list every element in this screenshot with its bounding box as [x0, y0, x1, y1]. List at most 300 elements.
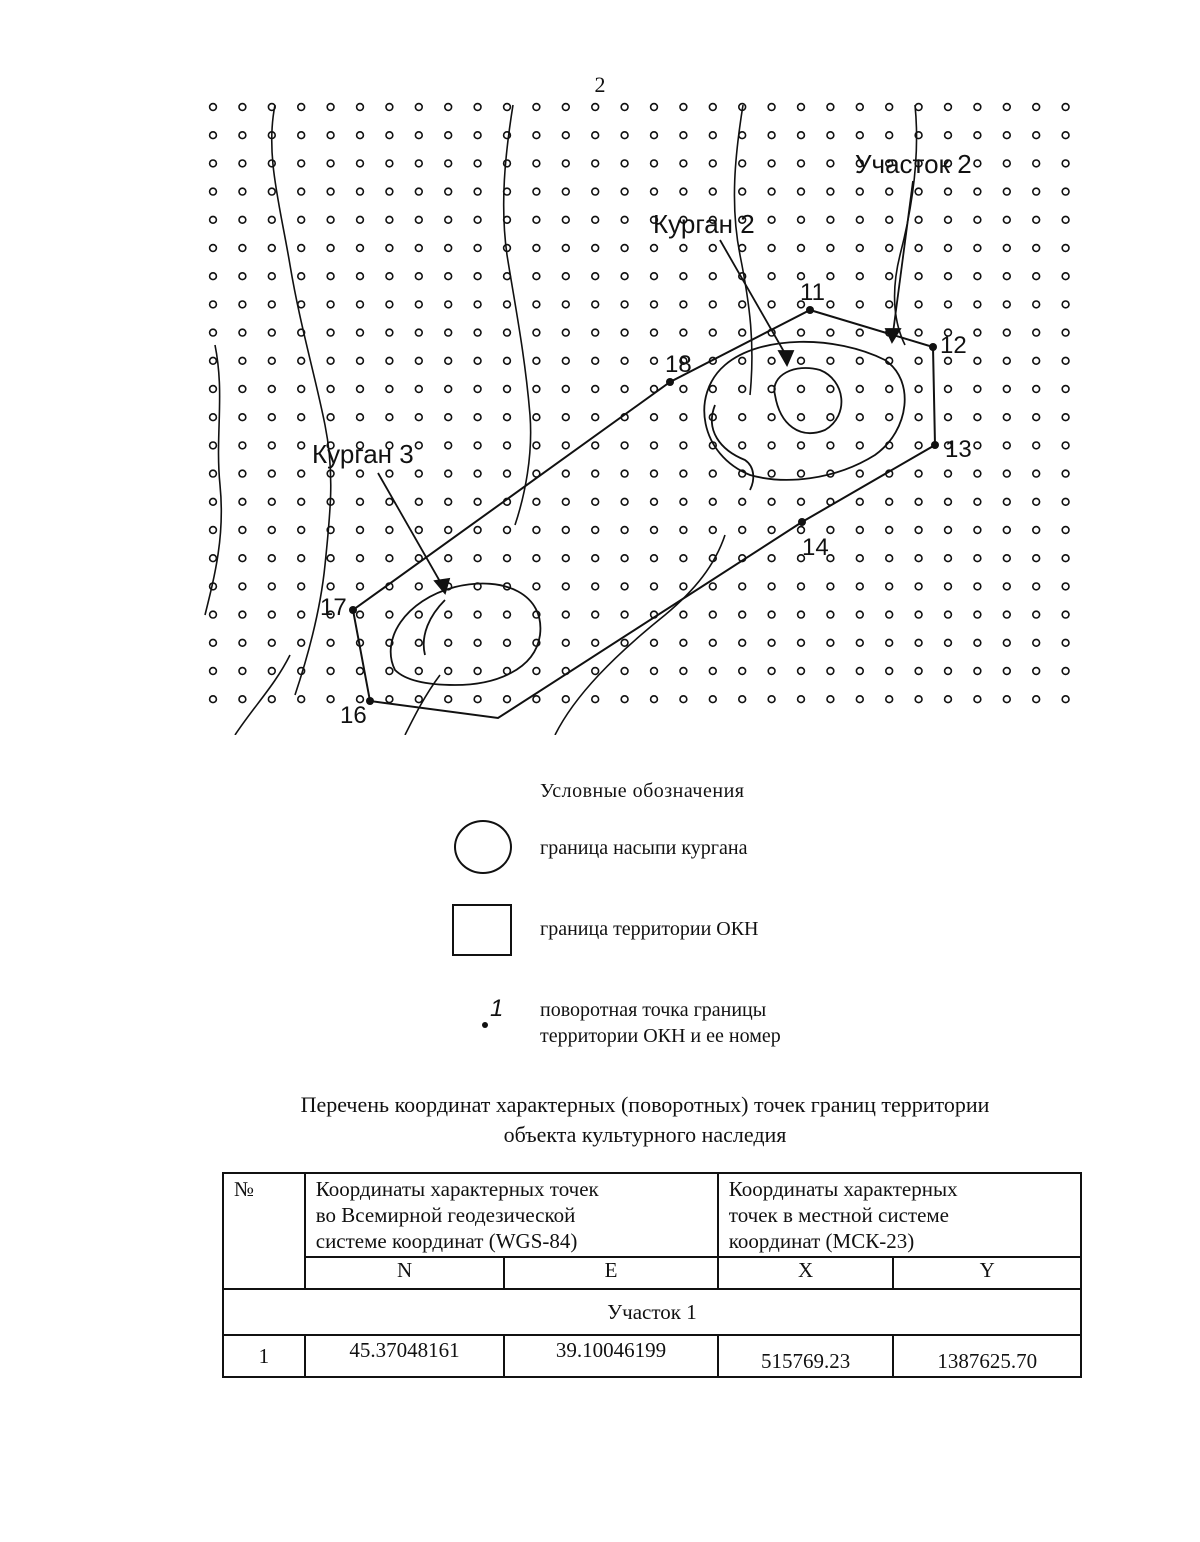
- grid-dot: [239, 160, 246, 167]
- grid-dot: [974, 442, 981, 449]
- subheader-y: Y: [893, 1257, 1081, 1289]
- grid-dot: [621, 329, 628, 336]
- grid-dot: [415, 104, 422, 111]
- point-label-12: 12: [940, 332, 967, 359]
- grid-dot: [915, 696, 922, 703]
- grid-dot: [1033, 555, 1040, 562]
- grid-dot: [856, 555, 863, 562]
- grid-dot: [357, 611, 364, 618]
- grid-dot: [798, 132, 805, 139]
- grid-dot: [739, 639, 746, 646]
- grid-dot: [768, 104, 775, 111]
- grid-dot: [386, 611, 393, 618]
- grid-dot: [533, 132, 540, 139]
- grid-dot: [651, 555, 658, 562]
- grid-dot: [915, 639, 922, 646]
- grid-dot: [886, 216, 893, 223]
- row-n: 45.37048161: [305, 1335, 505, 1377]
- grid-dot: [739, 696, 746, 703]
- grid-dot: [562, 555, 569, 562]
- grid-dot: [445, 188, 452, 195]
- grid-dot: [798, 160, 805, 167]
- grid-dot: [739, 414, 746, 421]
- grid-dot: [680, 301, 687, 308]
- grid-dot: [1033, 329, 1040, 336]
- grid-dot: [268, 470, 275, 477]
- grid-dot: [915, 470, 922, 477]
- grid-dot: [768, 527, 775, 534]
- grid-dot: [386, 414, 393, 421]
- grid-dot: [239, 611, 246, 618]
- grid-dot: [415, 583, 422, 590]
- grid-dot: [357, 414, 364, 421]
- grid-dot: [680, 611, 687, 618]
- grid-dot: [239, 132, 246, 139]
- grid-dot: [298, 583, 305, 590]
- grid-dot: [533, 301, 540, 308]
- grid-dot: [327, 414, 334, 421]
- grid-dot: [268, 245, 275, 252]
- grid-dot: [709, 188, 716, 195]
- grid-dot: [651, 639, 658, 646]
- grid-dot: [856, 611, 863, 618]
- grid-dot: [739, 357, 746, 364]
- grid-dot: [680, 245, 687, 252]
- grid-dot: [239, 414, 246, 421]
- mound-kurgan-3: [391, 584, 541, 685]
- grid-dot: [1033, 442, 1040, 449]
- grid-dot: [357, 301, 364, 308]
- grid-dot: [592, 216, 599, 223]
- coordinates-table: [222, 1172, 1082, 1378]
- grid-dot: [415, 668, 422, 675]
- grid-dot: [445, 442, 452, 449]
- grid-dot: [798, 414, 805, 421]
- grid-dot: [474, 527, 481, 534]
- grid-dot: [1003, 668, 1010, 675]
- grid-dot: [1062, 527, 1069, 534]
- grid-dot: [651, 245, 658, 252]
- grid-dot: [974, 583, 981, 590]
- grid-dot: [504, 527, 511, 534]
- point-14: [798, 518, 806, 526]
- grid-dot: [945, 583, 952, 590]
- grid-dot: [210, 639, 217, 646]
- grid-dot: [239, 245, 246, 252]
- grid-dot: [268, 442, 275, 449]
- grid-dot: [474, 132, 481, 139]
- grid-dot: [327, 639, 334, 646]
- grid-dot: [1003, 583, 1010, 590]
- grid-dot: [827, 696, 834, 703]
- grid-dot: [886, 414, 893, 421]
- grid-dot: [1062, 188, 1069, 195]
- grid-dot: [827, 273, 834, 280]
- grid-dot: [856, 301, 863, 308]
- grid-dot: [327, 132, 334, 139]
- row-num: 1: [223, 1335, 305, 1377]
- grid-dot: [945, 527, 952, 534]
- grid-dot: [709, 104, 716, 111]
- grid-dot: [562, 216, 569, 223]
- grid-dot: [592, 696, 599, 703]
- contour-lines: [205, 105, 917, 735]
- grid-dot: [592, 583, 599, 590]
- grid-dot: [1003, 639, 1010, 646]
- grid-dot: [327, 188, 334, 195]
- grid-dot: [592, 329, 599, 336]
- grid-dot: [415, 273, 422, 280]
- grid-dot: [592, 639, 599, 646]
- grid-dot: [298, 555, 305, 562]
- grid-dot: [768, 611, 775, 618]
- grid-dot: [415, 527, 422, 534]
- row-y: 1387625.70: [893, 1335, 1081, 1377]
- grid-dot: [680, 188, 687, 195]
- grid-dot: [945, 132, 952, 139]
- grid-dot: [357, 668, 364, 675]
- grid-dot: [768, 160, 775, 167]
- point-label-17: 17: [320, 594, 347, 621]
- grid-dot: [445, 301, 452, 308]
- grid-dot: [974, 160, 981, 167]
- grid-dot: [915, 414, 922, 421]
- grid-dot: [210, 301, 217, 308]
- grid-dot: [974, 527, 981, 534]
- grid-dot: [1062, 357, 1069, 364]
- grid-dot: [945, 216, 952, 223]
- grid-dot: [1003, 442, 1010, 449]
- grid-dot: [651, 329, 658, 336]
- grid-dot: [651, 104, 658, 111]
- grid-dot: [239, 498, 246, 505]
- grid-dot: [445, 273, 452, 280]
- grid-dot: [886, 104, 893, 111]
- grid-dot: [298, 498, 305, 505]
- grid-dot: [533, 104, 540, 111]
- grid-dot: [680, 160, 687, 167]
- grid-dot: [327, 329, 334, 336]
- grid-dot: [327, 301, 334, 308]
- grid-dot: [768, 498, 775, 505]
- grid-dot: [915, 216, 922, 223]
- grid-dot: [504, 104, 511, 111]
- grid-dot: [1033, 245, 1040, 252]
- grid-dot: [533, 414, 540, 421]
- grid-dot: [386, 357, 393, 364]
- grid-dot: [709, 245, 716, 252]
- grid-dot: [445, 414, 452, 421]
- grid-dot: [327, 668, 334, 675]
- grid-dot: [562, 611, 569, 618]
- grid-dot: [1062, 104, 1069, 111]
- grid-dot: [709, 273, 716, 280]
- grid-dot: [474, 245, 481, 252]
- grid-dot: [768, 696, 775, 703]
- grid-dot: [709, 498, 716, 505]
- grid-dot: [1062, 611, 1069, 618]
- table-header-row: [223, 1173, 1081, 1257]
- grid-dot: [1003, 470, 1010, 477]
- grid-dot: [268, 668, 275, 675]
- grid-dot: [768, 470, 775, 477]
- grid-dot: [1033, 583, 1040, 590]
- grid-dot: [386, 470, 393, 477]
- grid-dot: [210, 357, 217, 364]
- grid-dot: [298, 357, 305, 364]
- grid-dot: [592, 668, 599, 675]
- grid-dot: [562, 160, 569, 167]
- grid-dot: [827, 188, 834, 195]
- grid-dot: [592, 555, 599, 562]
- grid-dot: [798, 611, 805, 618]
- grid-dot: [415, 132, 422, 139]
- grid-dot: [621, 188, 628, 195]
- grid-dot: [533, 357, 540, 364]
- grid-dot: [445, 357, 452, 364]
- grid-dot: [327, 386, 334, 393]
- grid-dot: [298, 414, 305, 421]
- grid-dot: [298, 188, 305, 195]
- grid-dot: [621, 216, 628, 223]
- grid-dot: [945, 301, 952, 308]
- grid-dot: [210, 329, 217, 336]
- grid-dot: [886, 583, 893, 590]
- grid-dot: [651, 357, 658, 364]
- grid-dot: [827, 160, 834, 167]
- grid-dot: [445, 216, 452, 223]
- point-label-11: 11: [800, 279, 825, 306]
- grid-dot: [386, 160, 393, 167]
- grid-dot: [504, 639, 511, 646]
- grid-dot: [298, 245, 305, 252]
- grid-dot: [210, 414, 217, 421]
- grid-dot: [474, 188, 481, 195]
- grid-dot: [210, 273, 217, 280]
- grid-dot: [357, 583, 364, 590]
- grid-dot: [1062, 696, 1069, 703]
- grid-dot: [210, 104, 217, 111]
- grid-dot: [974, 498, 981, 505]
- grid-dot: [1033, 104, 1040, 111]
- grid-dot: [856, 245, 863, 252]
- grid-dot: [562, 639, 569, 646]
- grid-dot: [974, 329, 981, 336]
- grid-dot: [680, 470, 687, 477]
- grid-dot: [357, 273, 364, 280]
- grid-dot: [1003, 160, 1010, 167]
- grid-dot: [386, 696, 393, 703]
- grid-dot: [210, 470, 217, 477]
- grid-dot: [974, 470, 981, 477]
- grid-dot: [651, 132, 658, 139]
- grid-dot: [856, 696, 863, 703]
- grid-dot: [621, 527, 628, 534]
- grid-dot: [239, 216, 246, 223]
- grid-dot: [856, 104, 863, 111]
- grid-dot: [533, 696, 540, 703]
- grid-dot: [415, 329, 422, 336]
- grid-dot: [239, 357, 246, 364]
- grid-dot: [239, 668, 246, 675]
- grid-dot: [915, 245, 922, 252]
- grid-dot: [445, 668, 452, 675]
- grid-dot: [886, 555, 893, 562]
- grid-dot: [621, 245, 628, 252]
- grid-dot: [562, 442, 569, 449]
- grid-dot: [1003, 245, 1010, 252]
- grid-dot: [651, 301, 658, 308]
- grid-dot: [651, 527, 658, 534]
- grid-dot: [445, 527, 452, 534]
- grid-dot: [1033, 132, 1040, 139]
- grid-dot: [386, 668, 393, 675]
- grid-dot: [974, 357, 981, 364]
- grid-dot: [856, 216, 863, 223]
- grid-dot: [886, 639, 893, 646]
- grid-dot: [945, 696, 952, 703]
- grid-dot: [562, 188, 569, 195]
- grid-dot: [1062, 132, 1069, 139]
- grid-dot: [945, 386, 952, 393]
- grid-dot: [945, 104, 952, 111]
- grid-dot: [856, 273, 863, 280]
- grid-dot: [827, 668, 834, 675]
- grid-dot: [739, 498, 746, 505]
- grid-dot: [592, 245, 599, 252]
- grid-dot: [621, 104, 628, 111]
- grid-dot: [268, 414, 275, 421]
- grid-dot: [357, 555, 364, 562]
- grid-dot: [651, 442, 658, 449]
- grid-dot: [915, 583, 922, 590]
- grid-dot: [415, 301, 422, 308]
- grid-dot: [1062, 160, 1069, 167]
- grid-dot: [621, 555, 628, 562]
- grid-dot: [1033, 611, 1040, 618]
- grid-dot: [562, 273, 569, 280]
- grid-dot: [886, 273, 893, 280]
- header-num: №: [223, 1173, 305, 1289]
- grid-dot: [621, 160, 628, 167]
- grid-dot: [827, 386, 834, 393]
- grid-dot: [1033, 386, 1040, 393]
- grid-dot: [592, 414, 599, 421]
- grid-dot: [415, 696, 422, 703]
- grid-dot: [386, 555, 393, 562]
- grid-dot: [474, 273, 481, 280]
- grid-dot: [562, 357, 569, 364]
- grid-dot: [504, 414, 511, 421]
- grid-dot: [298, 386, 305, 393]
- grid-dot: [915, 329, 922, 336]
- grid-dot: [239, 442, 246, 449]
- grid-dot: [533, 442, 540, 449]
- grid-dot: [210, 132, 217, 139]
- grid-dot: [239, 583, 246, 590]
- grid-dot: [798, 470, 805, 477]
- grid-dot: [680, 273, 687, 280]
- grid-dot: [798, 583, 805, 590]
- grid-dot: [474, 216, 481, 223]
- grid-dot: [651, 470, 658, 477]
- grid-dot: [974, 414, 981, 421]
- grid-dot: [445, 329, 452, 336]
- point-label-18: 18: [665, 351, 692, 378]
- grid-dot: [621, 301, 628, 308]
- grid-dot: [533, 273, 540, 280]
- grid-dot: [268, 527, 275, 534]
- grid-dot: [445, 160, 452, 167]
- point-11: [806, 306, 814, 314]
- grid-dot: [680, 583, 687, 590]
- grid-dot: [1033, 357, 1040, 364]
- grid-dot: [945, 555, 952, 562]
- grid-dot: [651, 160, 658, 167]
- grid-dot: [445, 639, 452, 646]
- grid-dot: [239, 188, 246, 195]
- grid-dot: [1062, 442, 1069, 449]
- grid-dot: [357, 160, 364, 167]
- grid-dot: [945, 273, 952, 280]
- grid-dot: [298, 442, 305, 449]
- grid-dot: [504, 696, 511, 703]
- grid-dot: [357, 245, 364, 252]
- grid-dot: [210, 696, 217, 703]
- grid-dot: [974, 301, 981, 308]
- grid-dot: [504, 329, 511, 336]
- grid-dot: [1003, 273, 1010, 280]
- grid-dot: [768, 555, 775, 562]
- grid-dot: [945, 414, 952, 421]
- label-uchastok-2: Участок 2: [855, 149, 972, 179]
- grid-dot: [298, 639, 305, 646]
- grid-dot: [474, 498, 481, 505]
- grid-dot: [945, 668, 952, 675]
- grid-dot: [768, 301, 775, 308]
- grid-dot: [592, 527, 599, 534]
- grid-dot: [357, 329, 364, 336]
- grid-dot: [768, 188, 775, 195]
- grid-dot: [298, 273, 305, 280]
- grid-dot: [239, 273, 246, 280]
- grid-dot: [533, 527, 540, 534]
- point-12: [929, 343, 937, 351]
- grid-dot: [974, 273, 981, 280]
- grid-dot: [739, 188, 746, 195]
- grid-dot: [680, 555, 687, 562]
- grid-dot: [915, 527, 922, 534]
- grid-dot: [886, 132, 893, 139]
- grid-dot: [621, 498, 628, 505]
- grid-dot: [1003, 188, 1010, 195]
- grid-dot: [915, 301, 922, 308]
- grid-dot: [533, 386, 540, 393]
- grid-dot: [798, 188, 805, 195]
- grid-dot: [1062, 245, 1069, 252]
- grid-dot: [562, 414, 569, 421]
- grid-dot: [1062, 639, 1069, 646]
- grid-dot: [709, 668, 716, 675]
- grid-dot: [327, 160, 334, 167]
- grid-dot: [827, 442, 834, 449]
- grid-dot: [1033, 414, 1040, 421]
- grid-dot: [415, 357, 422, 364]
- grid-dot: [827, 132, 834, 139]
- grid-dot: [1003, 414, 1010, 421]
- grid-dot: [445, 245, 452, 252]
- grid-dot: [474, 357, 481, 364]
